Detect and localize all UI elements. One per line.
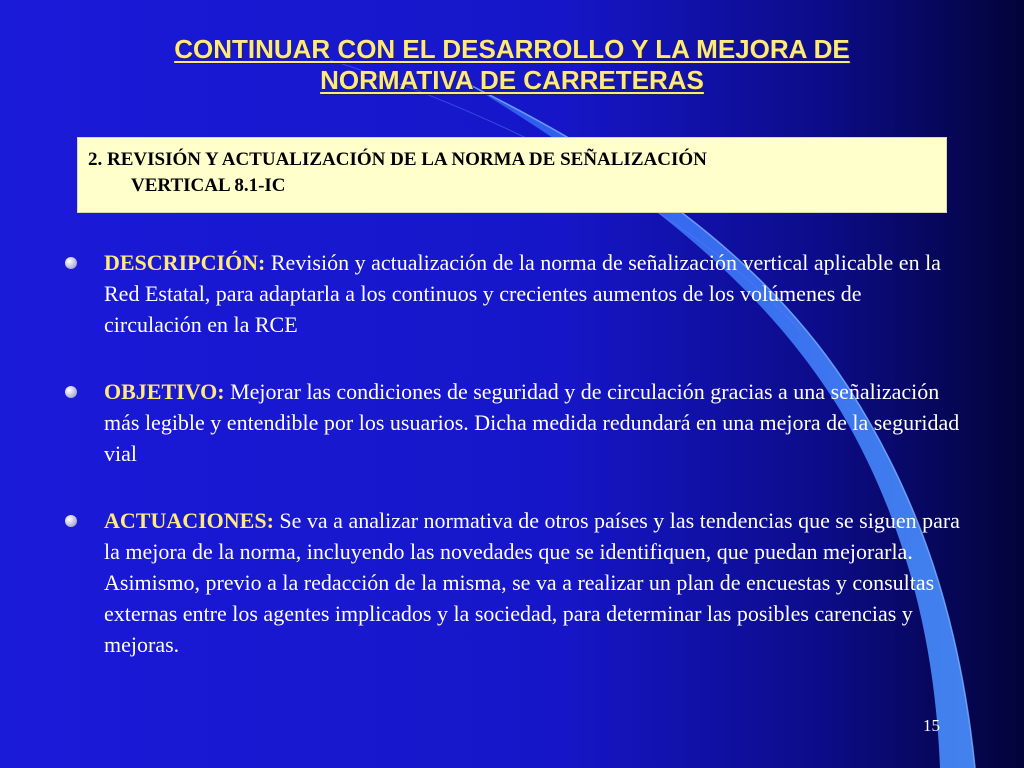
- bullet-label-actuaciones: ACTUACIONES:: [104, 508, 274, 533]
- subtitle-box: [77, 137, 947, 213]
- bullet-objetivo: [60, 376, 960, 469]
- page-number: 15: [923, 716, 940, 735]
- bullet-text-actuaciones: Se va a analizar normativa de otros países y las tendencias que se siguen para la mejora de la norma, incluyendo las novedades que se identifiquen, que puedan mejorarla. Asimismo, previo a la redacción de la misma, se va a realizar un plan de encuestas y consultas externas entre los agentes implicados y la sociedad, para determinar las posibles carencias y mejoras.: [104, 508, 960, 657]
- slide-title: [100, 34, 924, 96]
- bullet-descripcion: [60, 247, 960, 340]
- slide-title-line-2: NORMATIVA DE CARRETERAS: [320, 65, 704, 95]
- bullet-text-descripcion: Revisión y actualización de la norma de señalización vertical aplicable en la Red Estatal, para adaptarla a los continuos y crecientes aumentos de los volúmenes de circulación en la RCE: [104, 250, 941, 337]
- bullet-label-objetivo: OBJETIVO:: [104, 379, 225, 404]
- bullet-text-objetivo: Mejorar las condiciones de seguridad y de circulación gracias a una señalización más legible y entendible por los usuarios. Dicha medida redundará en una mejora de la seguridad vial: [104, 379, 960, 466]
- bullet-dot-icon: [65, 515, 77, 527]
- subtitle-line-1: 2. REVISIÓN Y ACTUALIZACIÓN DE LA NORMA DE SEÑALIZACIÓN: [88, 149, 707, 170]
- slide-title-line-1: CONTINUAR CON EL DESARROLLO Y LA MEJORA DE: [174, 34, 850, 64]
- bullet-actuaciones: [60, 505, 960, 660]
- bullet-dot-icon: [65, 386, 77, 398]
- bullet-dot-icon: [65, 257, 77, 269]
- subtitle-line-2: VERTICAL 8.1-IC: [131, 175, 286, 196]
- bullet-label-descripcion: DESCRIPCIÓN:: [104, 250, 266, 275]
- bullet-list: [60, 247, 960, 696]
